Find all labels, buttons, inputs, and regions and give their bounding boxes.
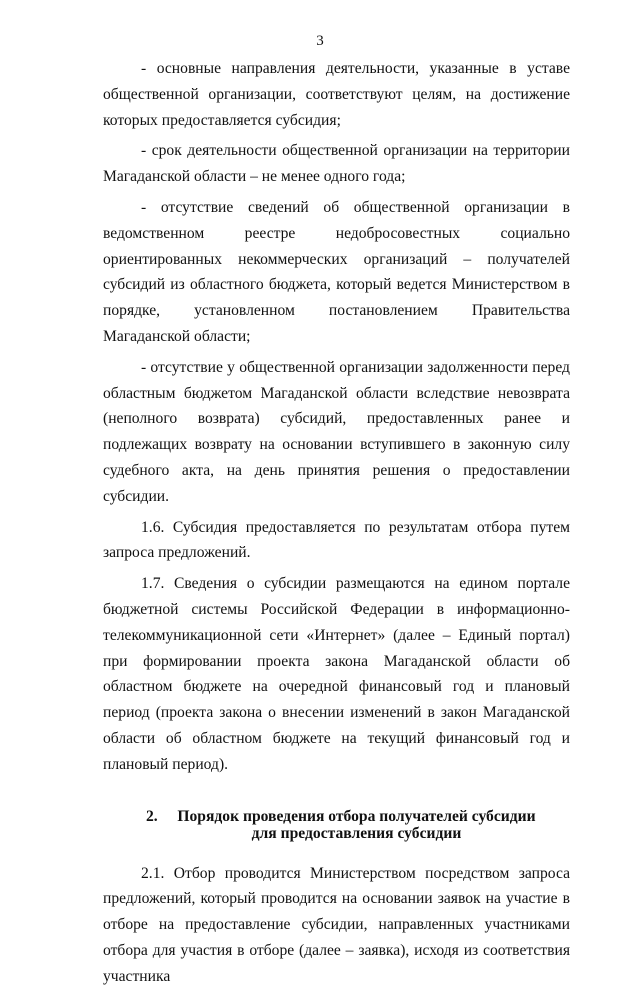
section-number: 2. [146,807,158,825]
paragraph-1-6: 1.6. Субсидия предоставляется по результатам отбора путем запроса предложений. [103,518,570,562]
paragraph-registry-absence: - отсутствие сведений об общественной организации в ведомственном реестре недобросовестных социально ориентированных некоммерческих организаций – получателей субсидий из областного бюджета, который ведется Министерством в порядке, установленном постановлением Правительства Магаданской области; [103,198,570,345]
paragraph-activity-directions: - основные направления деятельности, указанные в уставе общественной организации, соответствуют целям, на достижение которых предоставляется субсидия; [103,60,570,129]
document-body [103,56,570,995]
page-number: 3 [316,33,324,49]
section-heading [103,808,570,842]
paragraph-no-debt: - отсутствие у общественной организации задолженности перед областным бюджетом Магаданской области вследствие невозврата (неполного возврата) субсидий, предоставленных ранее и подлежащих возврату на основании вступившего в законную силу судебного акта, на день принятия решения о предоставлении субсидии. [103,358,570,505]
section-title-line-2: для предоставления субсидии [251,824,462,842]
paragraph-1-7: 1.7. Сведения о субсидии размещаются на едином портале бюджетной системы Российской Федерации в информационно-телекоммуникационной сети «Интернет» (далее – Единый портал) при формировании проекта закона Магаданской области об областном бюджете на очередной финансовый год и плановый период (проекта закона о внесении изменений в закон Магаданской области об областном бюджете на текущий финансовый год и плановый период). [103,575,570,773]
paragraph-2-1: 2.1. Отбор проводится Министерством посредством запроса предложений, который проводится на основании заявок на участие в отборе на предоставление субсидии, направленных участниками отбора для участия в отборе (далее – заявка), исходя из соответствия участника [103,864,570,985]
section-title-line-1: Порядок проведения отбора получателей субсидии [177,807,536,825]
paragraph-activity-term: - срок деятельности общественной организации на территории Магаданской области – не менее одного года; [103,142,570,186]
